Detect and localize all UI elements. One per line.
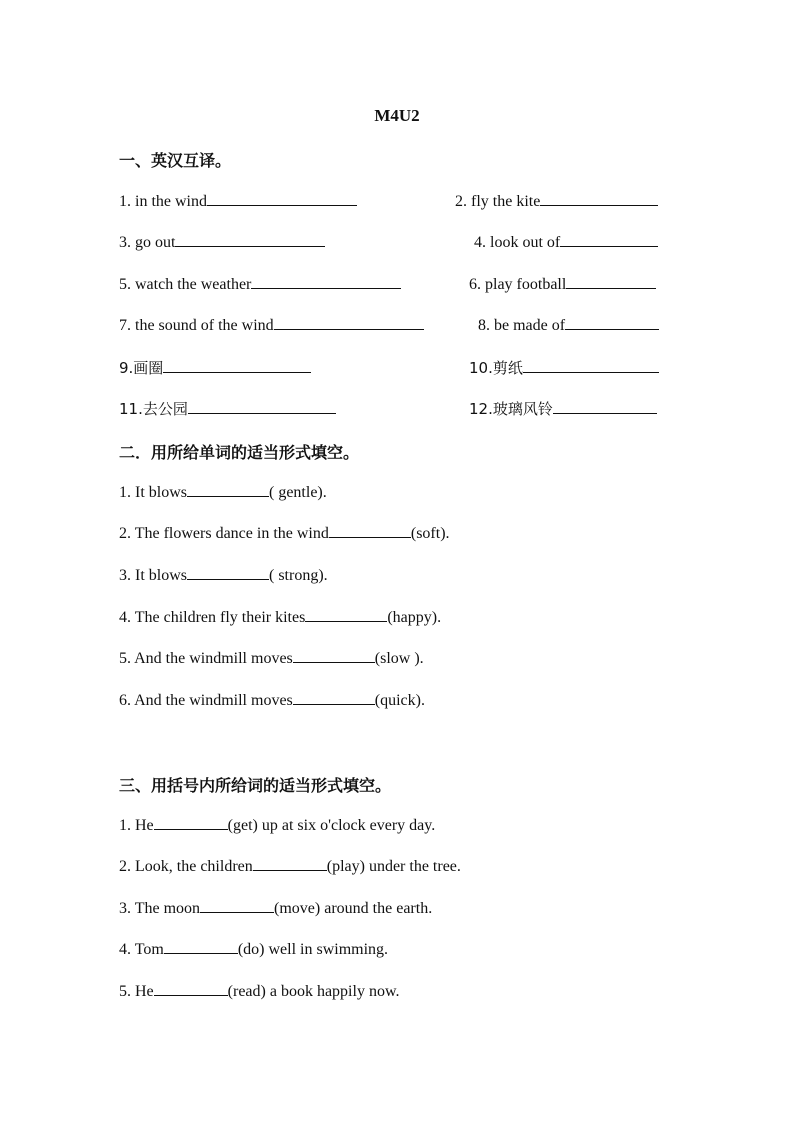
answer-blank[interactable] [540, 191, 658, 206]
verb-item-4: 4. Tom (do) well in swimming. [119, 941, 389, 958]
translate-item-4: 4. look out of [474, 232, 658, 252]
answer-blank[interactable] [305, 607, 387, 622]
verb-item-1: 1. He (get) up at six o'clock every day. [119, 817, 436, 834]
answer-blank[interactable] [329, 523, 411, 538]
fill-item-3: 3. It blows ( strong). [119, 567, 328, 584]
answer-blank[interactable] [207, 191, 357, 206]
answer-blank[interactable] [175, 232, 325, 247]
answer-blank[interactable] [523, 358, 659, 373]
answer-blank[interactable] [566, 274, 656, 289]
answer-blank[interactable] [154, 815, 228, 830]
answer-blank[interactable] [188, 399, 336, 414]
translate-item-12: 12.玻璃风铃 [469, 398, 657, 419]
answer-blank[interactable] [293, 690, 375, 705]
answer-blank[interactable] [200, 898, 274, 913]
section-1-heading: 一、英汉互译。 [119, 151, 232, 170]
fill-item-2: 2. The flowers dance in the wind (soft). [119, 525, 450, 542]
answer-blank[interactable] [164, 939, 238, 954]
answer-blank[interactable] [163, 358, 311, 373]
answer-blank[interactable] [251, 274, 401, 289]
page-title: M4U2 [374, 106, 420, 125]
answer-blank[interactable] [274, 315, 424, 330]
fill-item-5: 5. And the windmill moves (slow ). [119, 650, 424, 667]
fill-item-1: 1. It blows ( gentle). [119, 484, 327, 501]
translate-item-1: 1. in the wind [119, 191, 357, 211]
answer-blank[interactable] [293, 648, 375, 663]
verb-item-2: 2. Look, the children (play) under the tree. [119, 858, 461, 875]
answer-blank[interactable] [154, 981, 228, 996]
translate-item-2: 2. fly the kite [455, 191, 658, 211]
translate-item-7: 7. the sound of the wind [119, 315, 424, 335]
answer-blank[interactable] [187, 565, 269, 580]
fill-item-4: 4. The children fly their kites (happy). [119, 609, 442, 626]
translate-item-8: 8. be made of [478, 315, 659, 335]
answer-blank[interactable] [565, 315, 659, 330]
translate-item-10: 10.剪纸 [469, 357, 659, 378]
translate-item-11: 11.去公园 [119, 398, 336, 419]
answer-blank[interactable] [187, 482, 269, 497]
answer-blank[interactable] [560, 232, 658, 247]
translate-item-5: 5. watch the weather [119, 274, 401, 294]
section-2-heading: 二．用所给单词的适当形式填空。 [119, 443, 360, 462]
translate-item-6: 6. play football [469, 274, 656, 294]
translate-item-3: 3. go out [119, 232, 325, 252]
answer-blank[interactable] [553, 399, 657, 414]
fill-item-6: 6. And the windmill moves (quick). [119, 692, 425, 709]
verb-item-3: 3. The moon (move) around the earth. [119, 900, 433, 917]
section-3-heading: 三、用括号内所给词的适当形式填空。 [119, 776, 392, 795]
answer-blank[interactable] [253, 856, 327, 871]
verb-item-5: 5. He (read) a book happily now. [119, 983, 400, 1000]
translate-item-9: 9.画圈 [119, 357, 311, 378]
